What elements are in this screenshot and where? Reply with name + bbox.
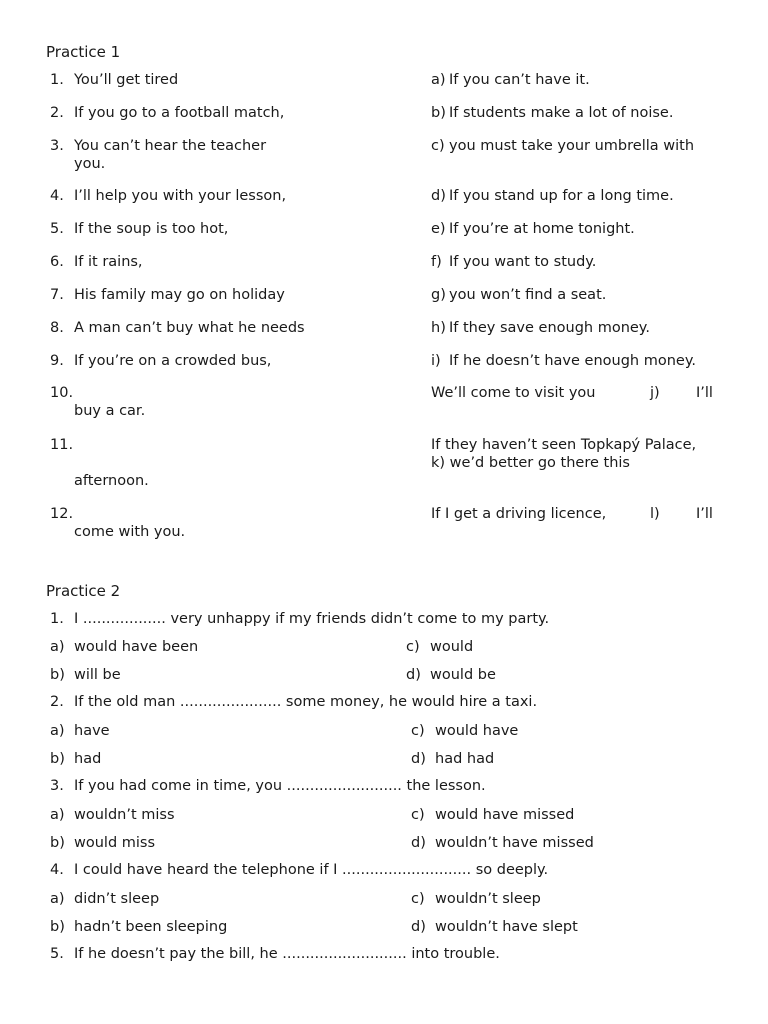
option-c bbox=[411, 807, 574, 823]
clause-continuation: you. bbox=[74, 156, 106, 172]
option-letter: b) bbox=[50, 835, 65, 851]
item-number: 9. bbox=[50, 353, 64, 369]
question-number: 3. bbox=[50, 778, 64, 794]
clause-continuation: afternoon. bbox=[74, 473, 149, 489]
clause-right bbox=[431, 71, 731, 89]
item-number: 12. bbox=[50, 506, 74, 522]
option-text: wouldn’t have slept bbox=[435, 919, 578, 935]
question-5 bbox=[50, 946, 500, 962]
option-text: will be bbox=[74, 667, 121, 683]
clause-right-text: you must take your umbrella with bbox=[449, 138, 695, 154]
clause-fragment: k) we’d better go there this bbox=[431, 455, 630, 471]
clause-right-text: If you stand up for a long time. bbox=[449, 188, 674, 204]
option-text: had had bbox=[435, 751, 495, 767]
clause-continuation: buy a car. bbox=[74, 403, 146, 419]
option-letter: b) bbox=[50, 667, 65, 683]
question-2 bbox=[50, 694, 537, 710]
option-text: wouldn’t miss bbox=[74, 807, 175, 823]
clause-right-text: If they save enough money. bbox=[449, 320, 650, 336]
clause-fragment: We’ll come to visit you bbox=[431, 385, 596, 401]
clause-fragment: If they haven’t seen Topkapý Palace, bbox=[431, 437, 697, 453]
clause-right bbox=[431, 352, 731, 370]
option-c bbox=[411, 891, 541, 907]
option-b bbox=[50, 919, 227, 935]
clause-fragment: I’ll bbox=[696, 506, 713, 522]
option-letter: c) bbox=[411, 723, 425, 739]
option-text: didn’t sleep bbox=[74, 891, 160, 907]
clause-left: His family may go on holiday bbox=[74, 287, 285, 303]
option-text: have bbox=[74, 723, 110, 739]
clause-right bbox=[431, 220, 731, 238]
option-a bbox=[50, 723, 110, 739]
option-letter: b) bbox=[431, 105, 446, 121]
clause-left: I’ll help you with your lesson, bbox=[74, 188, 287, 204]
option-text: would have been bbox=[74, 639, 199, 655]
option-text: hadn’t been sleeping bbox=[74, 919, 228, 935]
option-text: had bbox=[74, 751, 102, 767]
option-letter: c) bbox=[406, 639, 420, 655]
clause-right-text: If you’re at home tonight. bbox=[449, 221, 635, 237]
item-number: 5. bbox=[50, 221, 64, 237]
question-text: If the old man ...................... some money, he would hire a taxi. bbox=[74, 694, 538, 710]
option-text: would miss bbox=[74, 835, 156, 851]
option-letter: b) bbox=[50, 919, 65, 935]
item-number: 2. bbox=[50, 105, 64, 121]
question-4 bbox=[50, 862, 548, 878]
question-1 bbox=[50, 611, 549, 627]
option-a bbox=[50, 639, 198, 655]
item-number: 10. bbox=[50, 385, 74, 401]
clause-right-text: If students make a lot of noise. bbox=[449, 105, 674, 121]
option-b bbox=[50, 835, 155, 851]
clause-right bbox=[431, 253, 731, 271]
clause-right-text: If you can’t have it. bbox=[449, 72, 590, 88]
option-letter: h) bbox=[431, 320, 446, 336]
item-number: 8. bbox=[50, 320, 64, 336]
clause-right-text: you won’t find a seat. bbox=[449, 287, 607, 303]
question-number: 2. bbox=[50, 694, 64, 710]
option-b bbox=[50, 751, 101, 767]
option-d bbox=[411, 919, 578, 935]
option-letter: a) bbox=[431, 72, 446, 88]
clause-right-text: If you want to study. bbox=[449, 254, 597, 270]
option-letter: e) bbox=[431, 221, 446, 237]
option-d bbox=[406, 667, 496, 683]
item-number: 3. bbox=[50, 138, 64, 154]
option-letter: g) bbox=[431, 287, 446, 303]
clause-left: You’ll get tired bbox=[74, 72, 179, 88]
item-number: 6. bbox=[50, 254, 64, 270]
question-text: If he doesn’t pay the bill, he ........................... into trouble. bbox=[74, 946, 500, 962]
option-letter: b) bbox=[50, 751, 65, 767]
option-letter: a) bbox=[50, 891, 65, 907]
option-letter: d) bbox=[411, 835, 426, 851]
clause-right bbox=[431, 319, 731, 337]
option-letter: j) bbox=[650, 385, 660, 401]
clause-left: You can’t hear the teacher bbox=[74, 138, 267, 154]
clause-left: A man can’t buy what he needs bbox=[74, 320, 305, 336]
item-number: 4. bbox=[50, 188, 64, 204]
option-letter: d) bbox=[431, 188, 446, 204]
practice-1-title: Practice 1 bbox=[46, 43, 121, 61]
option-letter: f) bbox=[431, 254, 442, 270]
clause-right-text: If he doesn’t have enough money. bbox=[449, 353, 696, 369]
clause-right bbox=[431, 187, 731, 205]
item-number: 11. bbox=[50, 437, 74, 453]
clause-fragment: I’ll bbox=[696, 385, 713, 401]
item-number: 7. bbox=[50, 287, 64, 303]
option-letter: d) bbox=[406, 667, 421, 683]
option-letter: l) bbox=[650, 506, 660, 522]
option-letter: a) bbox=[50, 723, 65, 739]
clause-right bbox=[431, 104, 731, 122]
clause-left: If it rains, bbox=[74, 254, 143, 270]
option-text: would have missed bbox=[435, 807, 575, 823]
question-number: 4. bbox=[50, 862, 64, 878]
option-text: would be bbox=[430, 667, 496, 683]
clause-continuation: come with you. bbox=[74, 524, 186, 540]
option-d bbox=[411, 835, 594, 851]
option-a bbox=[50, 891, 159, 907]
option-letter: c) bbox=[431, 138, 445, 154]
option-letter: d) bbox=[411, 919, 426, 935]
option-letter: a) bbox=[50, 807, 65, 823]
question-text: I could have heard the telephone if I ............................ so deeply. bbox=[74, 862, 549, 878]
option-letter: c) bbox=[411, 807, 425, 823]
clause-left: If you go to a football match, bbox=[74, 105, 285, 121]
question-3 bbox=[50, 778, 486, 794]
clause-left: If you’re on a crowded bus, bbox=[74, 353, 272, 369]
clause-right bbox=[431, 137, 731, 155]
option-a bbox=[50, 807, 175, 823]
option-text: wouldn’t sleep bbox=[435, 891, 541, 907]
option-text: would have bbox=[435, 723, 519, 739]
option-letter: a) bbox=[50, 639, 65, 655]
option-text: wouldn’t have missed bbox=[435, 835, 594, 851]
clause-left: If the soup is too hot, bbox=[74, 221, 229, 237]
option-b bbox=[50, 667, 121, 683]
question-number: 1. bbox=[50, 611, 64, 627]
clause-fragment: If I get a driving licence, bbox=[431, 506, 607, 522]
option-c bbox=[411, 723, 518, 739]
item-number: 1. bbox=[50, 72, 64, 88]
option-text: would bbox=[430, 639, 474, 655]
question-text: If you had come in time, you ......................... the lesson. bbox=[74, 778, 486, 794]
question-number: 5. bbox=[50, 946, 64, 962]
practice-2-title: Practice 2 bbox=[46, 582, 121, 600]
option-letter: i) bbox=[431, 353, 441, 369]
option-c bbox=[406, 639, 473, 655]
option-letter: d) bbox=[411, 751, 426, 767]
question-text: I .................. very unhappy if my friends didn’t come to my party. bbox=[74, 611, 550, 627]
option-letter: c) bbox=[411, 891, 425, 907]
option-d bbox=[411, 751, 494, 767]
clause-right bbox=[431, 286, 731, 304]
